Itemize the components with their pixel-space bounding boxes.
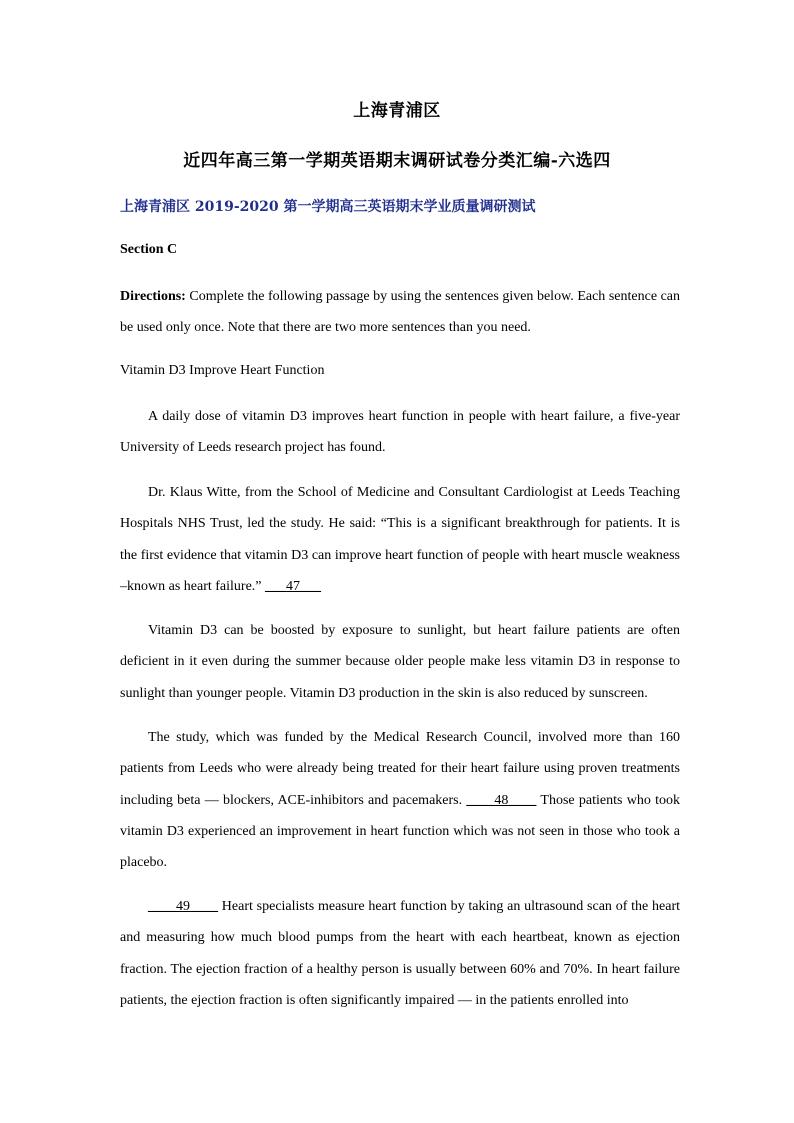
exam-title: 上海青浦区 2019-2020 第一学期高三英语期末学业质量调研测试 — [120, 199, 536, 215]
paragraph-4-text-after: Those patients who took vitamin D3 experienced an improvement in heart function which was not seen in those who took a placebo. — [120, 792, 680, 871]
blank-49: ____49____ — [148, 899, 218, 914]
blank-47: ___47___ — [265, 578, 321, 594]
directions-label: Directions: — [120, 289, 186, 304]
passage-paragraph-2 — [120, 477, 680, 602]
paragraph-5-text: Heart specialists measure heart function by taking an ultrasound scan of the heart and measuring how much blood pumps from the heart with each heartbeat, known as ejection fraction. The ejection fraction of a healthy person is usually between 60% and 70%. In heart failure patients, the ejection fraction is often significantly impaired — in the patients enrolled into — [120, 899, 680, 1008]
paragraph-2-text: Dr. Klaus Witte, from the School of Medicine and Consultant Cardiologist at Leeds Teaching Hospitals NHS Trust, led the study. He said: “This is a significant breakthrough for patients. It is the first evidence that vitamin D3 can improve heart function of people with heart muscle weakness –known as heart failure.” — [120, 485, 680, 594]
document-title: 上海青浦区 — [353, 101, 441, 121]
passage-paragraph-1: A daily dose of vitamin D3 improves heart function in people with heart failure, a five-year University of Leeds research project has found. — [120, 409, 680, 456]
passage-paragraph-5 — [120, 891, 680, 1016]
document-subtitle: 近四年高三第一学期英语期末调研试卷分类汇编-六选四 — [183, 151, 611, 171]
blank-48: ____48____ — [466, 792, 537, 808]
passage-title: Vitamin D3 Improve Heart Function — [120, 363, 325, 378]
passage-paragraph-3: Vitamin D3 can be boosted by exposure to sunlight, but heart failure patients are often deficient in it even during the summer because older people make less vitamin D3 in response to sunlight than younger people. Vitamin D3 production in the skin is also reduced by sunscreen. — [120, 623, 680, 701]
section-label: Section C — [120, 242, 178, 257]
passage-paragraph-4 — [120, 722, 680, 878]
directions-paragraph — [120, 281, 680, 344]
directions-text: Complete the following passage by using the sentences given below. Each sentence can be used only once. Note that there are two more sentences than you need. — [120, 289, 680, 336]
paragraph-4-text-before: The study, which was funded by the Medical Research Council, involved more than 160 patients from Leeds who were already being treated for their heart failure using proven treatments including beta — blockers, ACE-inhibitors and pacemakers. — [120, 730, 680, 808]
